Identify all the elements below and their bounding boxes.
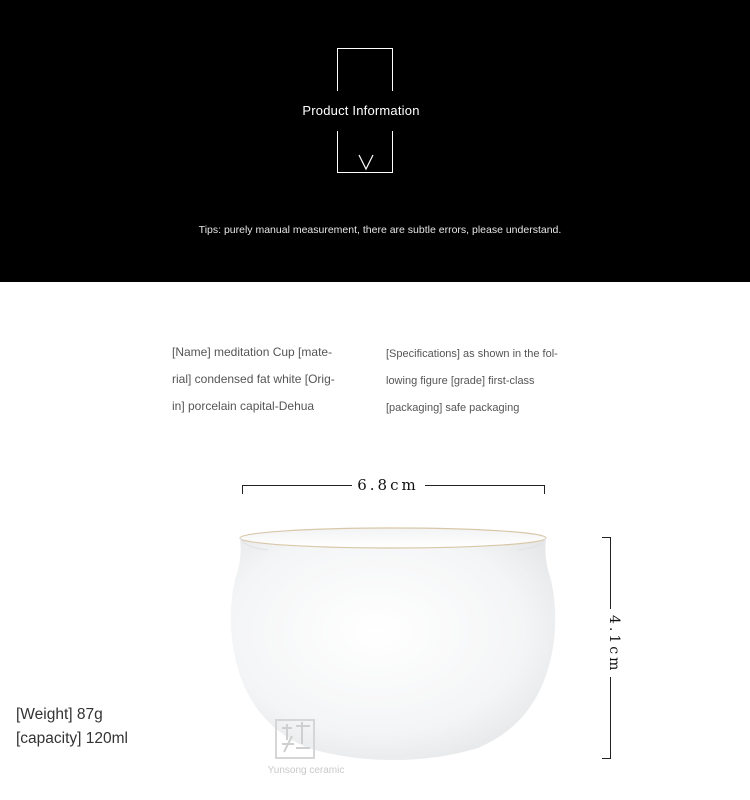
weight-spec: [Weight] 87g [16, 706, 103, 723]
dimension-tick [602, 758, 611, 759]
dimension-line [610, 537, 611, 609]
banner-title: Product Information [302, 103, 420, 118]
height-dimension [600, 537, 624, 759]
info-line: [Specifications] as shown in the fol- [386, 348, 558, 360]
dimension-line [610, 677, 611, 759]
product-info-right [386, 341, 558, 422]
weight-capacity-specs [16, 703, 128, 751]
chevron-down-icon [357, 153, 375, 171]
banner-frame-top [337, 48, 393, 91]
info-line: rial] condensed fat white [Orig- [172, 372, 335, 386]
height-label: 4.1cm [606, 614, 622, 674]
width-dimension [242, 476, 545, 496]
watermark-text: Yunsong ceramic [267, 765, 345, 776]
info-line: lowing figure [grade] first-class [386, 375, 535, 387]
product-info-left [172, 339, 335, 420]
info-line: in] porcelain capital-Dehua [172, 399, 315, 413]
info-line: [Name] meditation Cup [mate- [172, 345, 333, 359]
width-label: 6.8cm [357, 476, 419, 494]
dimension-line [242, 485, 352, 486]
dimension-line [425, 485, 545, 486]
capacity-spec: [capacity] 120ml [16, 730, 128, 747]
product-info-banner [0, 0, 750, 282]
info-line: [packaging] safe packaging [386, 402, 520, 414]
dimension-tick [242, 485, 243, 494]
measurement-tips: Tips: purely manual measurement, there are subtle errors, please understand. [198, 224, 562, 236]
dimension-tick [544, 485, 545, 494]
yunsong-logo-icon [272, 714, 318, 760]
